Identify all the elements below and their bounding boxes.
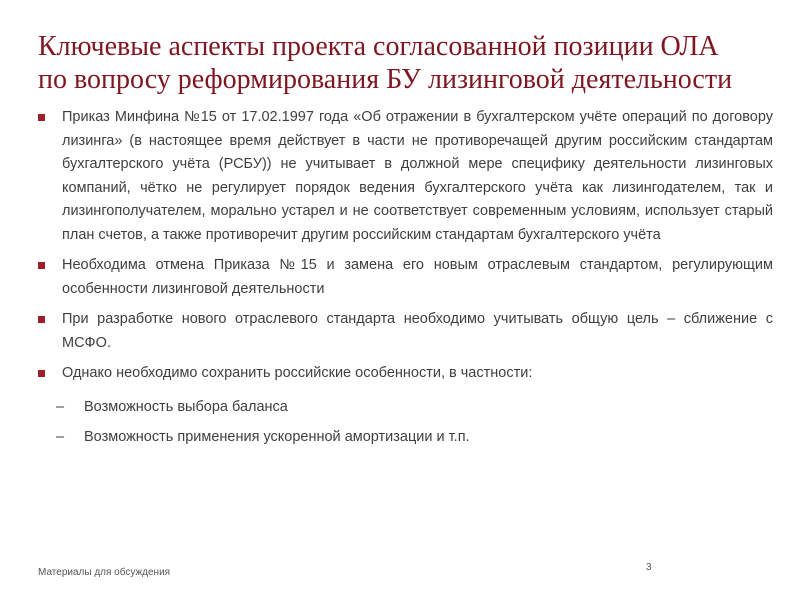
- page-number: 3: [646, 562, 652, 573]
- square-bullet-icon: [38, 316, 45, 323]
- bullet-text: Однако необходимо сохранить российские особенности, в частности:: [62, 365, 533, 381]
- square-bullet-icon: [38, 370, 45, 377]
- bullet-item: [38, 362, 773, 386]
- footer-note: Материалы для обсуждения: [38, 567, 171, 578]
- bullet-text: При разработке нового отраслевого стандарта необходимо учитывать общую цель – сближение с МСФО.: [62, 311, 773, 351]
- dash-bullet-icon: –: [56, 429, 65, 445]
- slide-title: [38, 30, 778, 96]
- bullet-item: [38, 254, 773, 301]
- bullet-item: [38, 106, 773, 247]
- sub-item-text: Возможность применения ускоренной амортизации и т.п.: [84, 429, 470, 445]
- bullet-item: [38, 308, 773, 355]
- title-line-2: по вопросу реформирования БУ лизинговой деятельности: [38, 64, 733, 95]
- sub-item: [38, 396, 773, 420]
- title-line-1: Ключевые аспекты проекта согласованной позиции ОЛА: [38, 31, 719, 62]
- sub-item: [38, 426, 773, 450]
- square-bullet-icon: [38, 114, 45, 121]
- bullet-text: Приказ Минфина №15 от 17.02.1997 года «Об отражении в бухгалтерском учёте операций по договору лизинга» (в настоящее время действует в части не противоречащей другим российским стандартам бухгалтерского учёта (РСБУ)) не учитывает в должной мере специфику деятельности лизинговых компаний, чётко не регулирует порядок ведения бухгалтерского учёта как лизингодателем, так и лизингополучателем, морально устарел и не соответствует современным условиям, использует старый план счетов, а также противоречит другим российским стандартам бухгалтерского учёта: [62, 109, 773, 243]
- sub-item-text: Возможность выбора баланса: [84, 398, 288, 415]
- dash-bullet-icon: –: [56, 398, 65, 415]
- square-bullet-icon: [38, 262, 45, 269]
- bullet-text: Необходима отмена Приказа №15 и замена его новым отраслевым стандартом, регулирующим особенности лизинговой деятельности: [62, 257, 773, 297]
- slide-body: [38, 106, 773, 457]
